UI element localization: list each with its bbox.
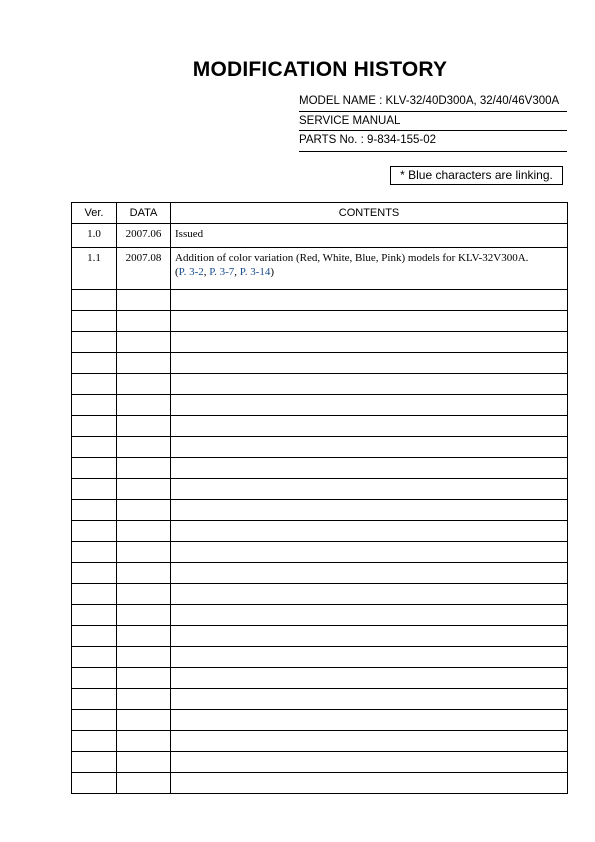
ver-cell <box>72 731 117 752</box>
ver-cell <box>72 626 117 647</box>
contents-cell <box>171 731 568 752</box>
date-cell <box>117 311 171 332</box>
table-row-empty <box>72 626 568 647</box>
parts-label: PARTS No. : <box>299 134 364 146</box>
model-name-line <box>299 95 567 107</box>
date-cell <box>117 689 171 710</box>
date-cell: 2007.06 <box>117 224 171 248</box>
date-cell <box>117 626 171 647</box>
page-link[interactable]: P. 3-2 <box>178 266 204 278</box>
contents-cell <box>171 647 568 668</box>
contents-cell <box>171 626 568 647</box>
header-contents: CONTENTS <box>171 203 568 224</box>
ver-cell <box>72 647 117 668</box>
date-cell: 2007.08 <box>117 248 171 290</box>
contents-cell <box>171 710 568 731</box>
ver-cell <box>72 458 117 479</box>
contents-cell <box>171 416 568 437</box>
table-row-empty <box>72 374 568 395</box>
contents-cell <box>171 500 568 521</box>
table-row-empty <box>72 500 568 521</box>
table-row-empty <box>72 479 568 500</box>
modification-history-table <box>71 202 568 794</box>
ver-cell <box>72 542 117 563</box>
header-data: DATA <box>117 203 171 224</box>
ver-cell <box>72 710 117 731</box>
contents-text: Addition of color variation (Red, White, Blue, Pink) models for KLV-32V300A. <box>175 252 529 264</box>
table-row-empty <box>72 752 568 773</box>
ver-cell <box>72 437 117 458</box>
parts-number-line <box>299 134 567 146</box>
contents-cell <box>171 353 568 374</box>
contents-cell <box>171 752 568 773</box>
table-row-empty <box>72 458 568 479</box>
contents-cell <box>171 290 568 311</box>
date-cell <box>117 752 171 773</box>
ver-cell <box>72 521 117 542</box>
table-row <box>72 248 568 290</box>
date-cell <box>117 479 171 500</box>
table-row-empty <box>72 731 568 752</box>
contents-cell <box>171 584 568 605</box>
date-cell <box>117 353 171 374</box>
table-row-empty <box>72 605 568 626</box>
ver-cell <box>72 584 117 605</box>
table-row-empty <box>72 332 568 353</box>
table-row <box>72 224 568 248</box>
date-cell <box>117 521 171 542</box>
contents-cell <box>171 332 568 353</box>
contents-cell <box>171 479 568 500</box>
contents-cell <box>171 437 568 458</box>
ver-cell <box>72 689 117 710</box>
ver-cell <box>72 374 117 395</box>
model-name-label: MODEL NAME : <box>299 95 383 107</box>
table-row-empty <box>72 542 568 563</box>
contents-cell <box>171 374 568 395</box>
divider <box>299 111 567 112</box>
table-row-empty <box>72 395 568 416</box>
table-row-empty <box>72 353 568 374</box>
date-cell <box>117 773 171 794</box>
date-cell <box>117 647 171 668</box>
date-cell <box>117 290 171 311</box>
date-cell <box>117 332 171 353</box>
model-name-value: KLV-32/40D300A, 32/40/46V300A <box>385 95 560 107</box>
link-note: * Blue characters are linking. <box>390 166 563 185</box>
table-row-empty <box>72 668 568 689</box>
table-row-empty <box>72 311 568 332</box>
manual-type: SERVICE MANUAL <box>299 115 401 127</box>
date-cell <box>117 584 171 605</box>
ver-cell <box>72 773 117 794</box>
table-row-empty <box>72 416 568 437</box>
date-cell <box>117 668 171 689</box>
contents-cell <box>171 668 568 689</box>
contents-cell <box>171 773 568 794</box>
ver-cell: 1.1 <box>72 248 117 290</box>
date-cell <box>117 731 171 752</box>
table-row-empty <box>72 563 568 584</box>
contents-cell: Addition of color variation (Red, White, Blue, Pink) models for KLV-32V300A. (P. 3-2, P. 3-7, P. 3-14) <box>171 248 568 290</box>
date-cell <box>117 563 171 584</box>
ver-cell <box>72 416 117 437</box>
date-cell <box>117 605 171 626</box>
table-row-empty <box>72 710 568 731</box>
ver-cell <box>72 311 117 332</box>
date-cell <box>117 395 171 416</box>
table-row-empty <box>72 647 568 668</box>
ver-cell <box>72 500 117 521</box>
contents-cell <box>171 563 568 584</box>
ver-cell <box>72 605 117 626</box>
date-cell <box>117 437 171 458</box>
ver-cell <box>72 290 117 311</box>
table-row-empty <box>72 584 568 605</box>
date-cell <box>117 500 171 521</box>
contents-cell <box>171 542 568 563</box>
contents-cell: Issued <box>171 224 568 248</box>
divider <box>299 151 567 152</box>
ver-cell <box>72 353 117 374</box>
table-row-empty <box>72 689 568 710</box>
contents-cell <box>171 311 568 332</box>
ver-cell <box>72 563 117 584</box>
ver-cell: 1.0 <box>72 224 117 248</box>
date-cell <box>117 416 171 437</box>
ver-cell <box>72 479 117 500</box>
date-cell <box>117 458 171 479</box>
page-link[interactable]: P. 3-14 <box>239 266 271 278</box>
header-ver: Ver. <box>72 203 117 224</box>
table-row-empty <box>72 290 568 311</box>
divider <box>299 130 567 131</box>
table-row-empty <box>72 773 568 794</box>
date-cell <box>117 374 171 395</box>
contents-cell <box>171 689 568 710</box>
ver-cell <box>72 668 117 689</box>
parts-value: 9-834-155-02 <box>366 134 437 146</box>
page-link[interactable]: P. 3-7 <box>209 266 235 278</box>
table-row-empty <box>72 437 568 458</box>
contents-cell <box>171 521 568 542</box>
table-header-row <box>72 203 568 224</box>
ver-cell <box>72 332 117 353</box>
contents-cell <box>171 458 568 479</box>
date-cell <box>117 710 171 731</box>
page-title: MODIFICATION HISTORY <box>192 58 448 81</box>
table-row-empty <box>72 521 568 542</box>
date-cell <box>117 542 171 563</box>
contents-cell <box>171 395 568 416</box>
ver-cell <box>72 395 117 416</box>
contents-cell <box>171 605 568 626</box>
ver-cell <box>72 752 117 773</box>
